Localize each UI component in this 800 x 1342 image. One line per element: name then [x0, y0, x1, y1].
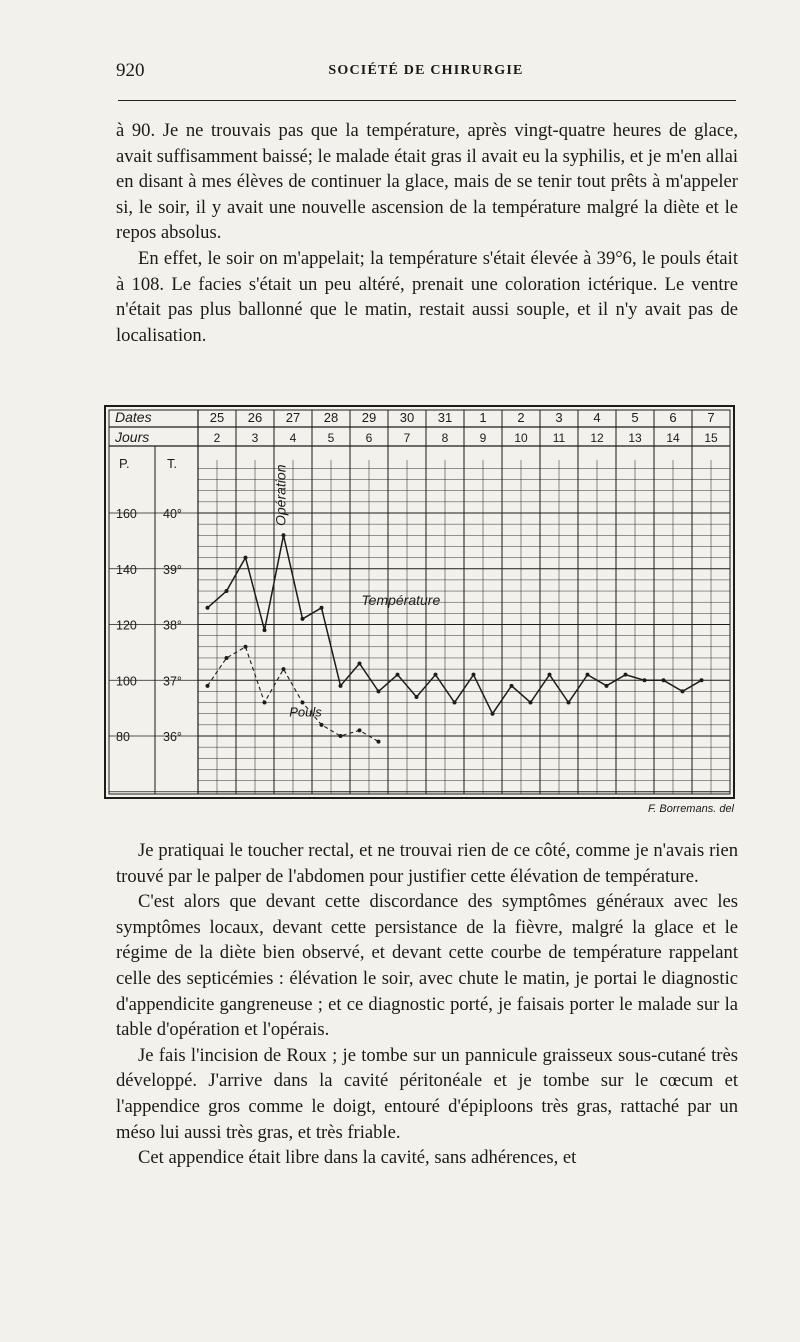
temperature-point: [548, 673, 552, 677]
jours-label: Jours: [115, 429, 150, 445]
header-rule: [118, 100, 736, 101]
temp-tick-label: 40°: [163, 507, 182, 521]
pulse-point: [244, 645, 248, 649]
paragraph: Cet appendice était libre dans la cavité, sans adhérences, et: [138, 1147, 577, 1169]
chart-credit: F. Borremans. del: [648, 803, 735, 815]
temperature-point: [643, 678, 647, 682]
page-header: [116, 60, 736, 90]
temperature-point: [358, 662, 362, 666]
temperature-point: [510, 684, 514, 688]
chart-svg: [0, 398, 800, 808]
date-label: 4: [593, 410, 601, 425]
day-number-label: 3: [251, 431, 259, 445]
day-number-label: 14: [666, 431, 680, 445]
day-number-label: 15: [704, 431, 718, 445]
pulse-tick-label: 160: [116, 507, 137, 521]
pulse-point: [339, 734, 343, 738]
date-label: 31: [437, 410, 453, 425]
temperature-point: [624, 673, 628, 677]
operation-annotation: Opération: [272, 464, 289, 526]
day-number-label: 10: [514, 431, 528, 445]
temperature-point: [700, 678, 704, 682]
temperature-point: [529, 701, 533, 705]
dates-label: Dates: [115, 409, 152, 425]
paragraph: C'est alors que devant cette discordance des symptômes généraux avec les symptômes locaux, devant cette persistance de la fièvre, malgré la glace et le régime de la diète bien observé, et devant cette courbe de température rappelant celle des septicémies : élévation le soir, avec chute le matin, je portai le diagnostic d'appendicite gangreneuse ; et ce diagnostic porté, je faisais porter le malade sur la table d'opération et l'opérais.: [116, 891, 738, 1041]
day-number-label: 7: [403, 431, 411, 445]
day-number-label: 13: [628, 431, 642, 445]
date-label: 2: [517, 410, 525, 425]
pulse-annotation: Pouls: [289, 704, 322, 720]
temperature-point: [206, 606, 210, 610]
temperature-point: [244, 556, 248, 560]
temp-tick-label: 37°: [163, 674, 182, 689]
paragraph: En effet, le soir on m'appelait; la température s'était élevée à 39°6, le pouls était à 108. Le facies s'était un peu altéré, prenait une coloration ictérique. Le ventre n'était pas plus ballonné que le matin, restait aussi souple, et il n'y avait pas de localisation.: [116, 247, 738, 346]
day-number-label: 8: [441, 431, 449, 445]
temp-axis-label: T.: [167, 456, 178, 471]
temperature-point: [377, 689, 381, 693]
temperature-point: [301, 617, 305, 621]
temperature-point: [662, 678, 666, 682]
temperature-point: [320, 606, 324, 610]
pulse-point: [225, 656, 229, 660]
day-number-label: 6: [365, 431, 373, 445]
temperature-point: [453, 701, 457, 705]
date-label: 27: [285, 410, 301, 425]
date-label: 1: [479, 410, 487, 425]
date-label: 7: [707, 410, 715, 425]
temperature-point: [681, 689, 685, 693]
day-number-label: 2: [213, 431, 221, 445]
day-number-label: 5: [327, 431, 335, 445]
text-block-top: [116, 118, 738, 348]
day-number-label: 11: [552, 431, 566, 445]
pulse-point: [377, 740, 381, 744]
temp-tick-label: 38°: [163, 618, 182, 633]
pulse-tick-label: 100: [116, 674, 137, 689]
running-title: SOCIÉTÉ DE CHIRURGIE: [328, 63, 524, 78]
pulse-point: [206, 684, 210, 688]
temperature-point: [605, 684, 609, 688]
temperature-annotation: Température: [361, 591, 441, 608]
temp-tick-label: 39°: [163, 562, 182, 577]
paragraph: Je fais l'incision de Roux ; je tombe sur un pannicule graisseux sous-cutané très développé. J'arrive dans la cavité péritonéale et je tombe sur le cœcum et l'appendice gros comme le doigt, entouré d'épiploons très gras, rattaché par un méso lui aussi très gras, et très friable.: [116, 1044, 738, 1143]
temperature-point: [472, 673, 476, 677]
text-block-bottom: [116, 838, 738, 1171]
temp-tick-label: 36°: [163, 730, 182, 744]
temperature-point: [396, 673, 400, 677]
date-label: 5: [631, 410, 639, 425]
page-number: 920: [116, 60, 145, 81]
date-label: 6: [669, 410, 677, 425]
pulse-point: [320, 723, 324, 727]
temperature-point: [263, 628, 267, 632]
temperature-point: [339, 684, 343, 688]
date-label: 29: [361, 410, 377, 425]
temperature-point: [282, 533, 286, 537]
temperature-point: [434, 673, 438, 677]
temperature-point: [225, 589, 229, 593]
pulse-point: [358, 728, 362, 732]
day-number-label: 12: [590, 431, 604, 445]
temperature-point: [586, 673, 590, 677]
pulse-tick-label: 140: [116, 562, 137, 577]
day-number-label: 4: [289, 431, 297, 445]
date-label: 28: [323, 410, 339, 425]
paragraph: Je pratiquai le toucher rectal, et ne trouvai rien de ce côté, comme je n'avais rien trouvé par le palper de l'abdomen pour justifier cette élévation de température.: [116, 840, 738, 887]
pulse-axis-label: P.: [119, 456, 130, 471]
date-label: 3: [555, 410, 563, 425]
date-label: 25: [209, 410, 225, 425]
temperature-point: [567, 701, 571, 705]
date-label: 26: [247, 410, 263, 425]
temperature-point: [491, 712, 495, 716]
temperature-point: [415, 695, 419, 699]
pulse-point: [282, 667, 286, 671]
pulse-point: [263, 701, 267, 705]
pulse-tick-label: 120: [116, 618, 137, 633]
temperature-chart: [0, 398, 800, 828]
day-number-label: 9: [479, 431, 487, 445]
date-label: 30: [399, 410, 415, 425]
paragraph: à 90. Je ne trouvais pas que la température, après vingt-quatre heures de glace, avait suffisamment baissé; le malade était gras il avait eu la syphilis, et je m'en allai en disant à mes élèves de continuer la glace, mais de se tenir tout prêts à m'appeler si, le soir, il y avait une nouvelle ascension de la température malgré la diète et le repos absolus.: [116, 120, 738, 244]
pulse-tick-label: 80: [116, 730, 130, 744]
